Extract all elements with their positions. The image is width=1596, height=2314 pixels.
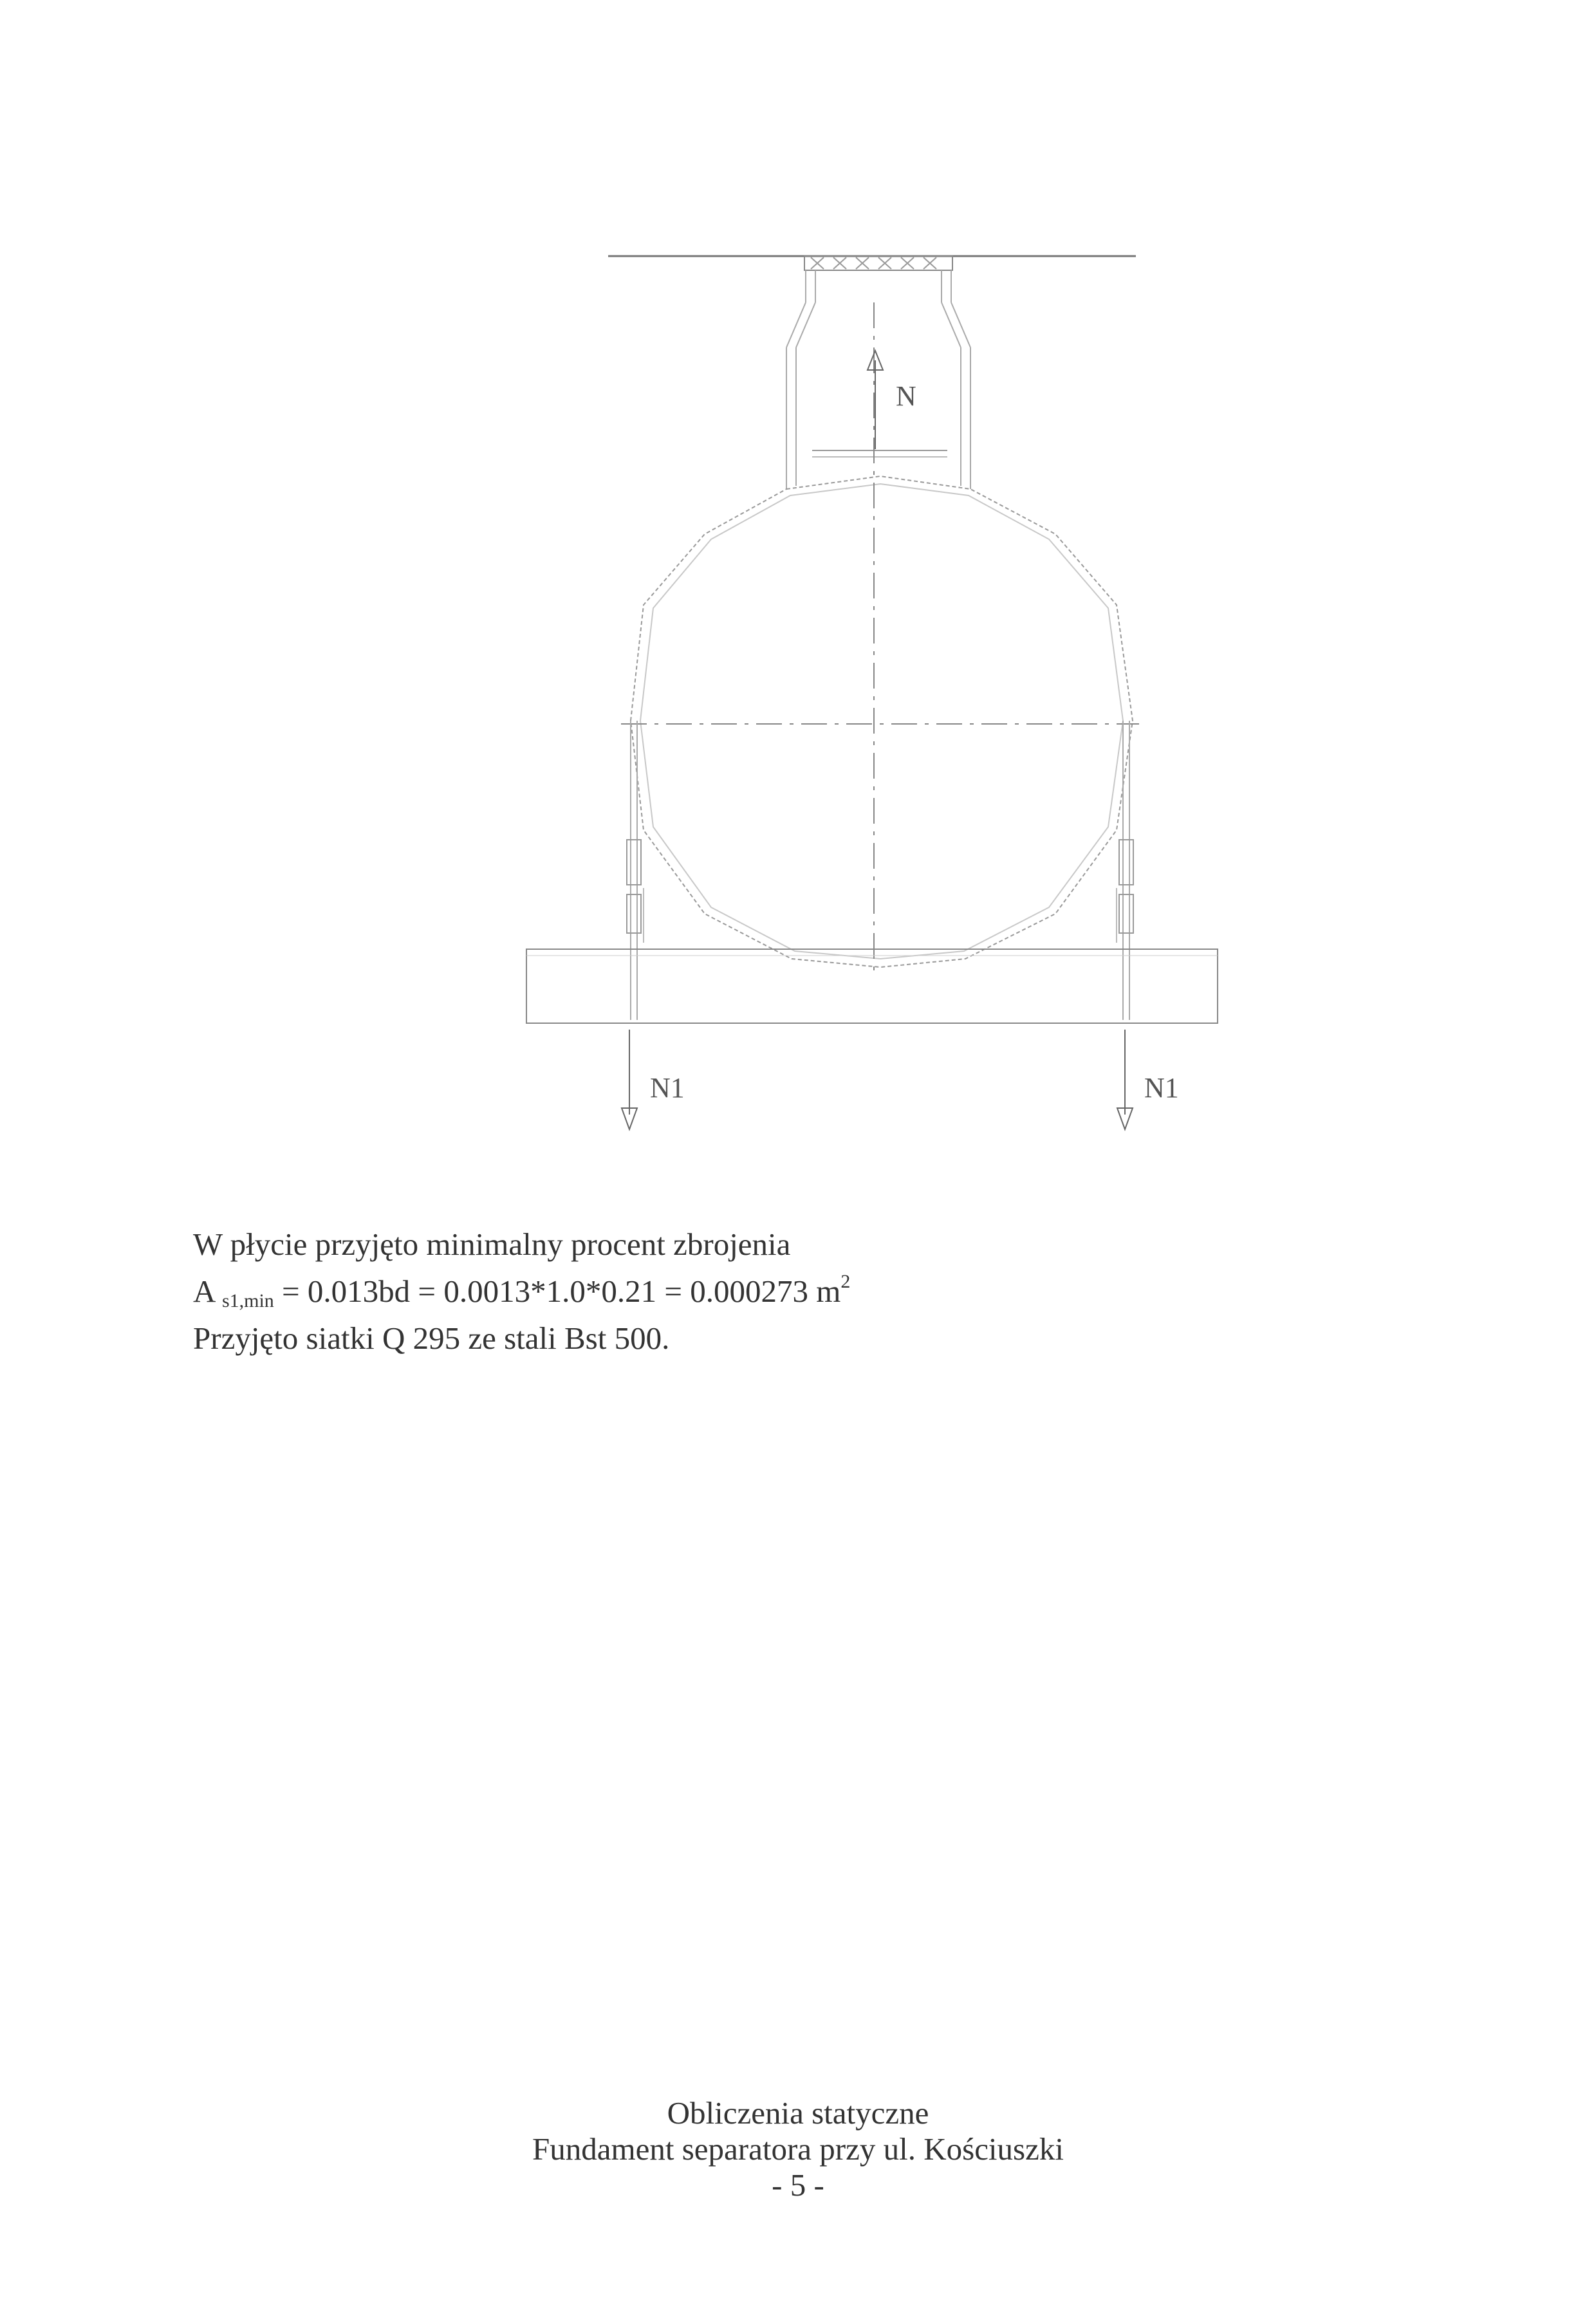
page-footer	[0, 2095, 1596, 2203]
tank-body	[631, 476, 1133, 967]
calculation-text	[193, 1226, 1416, 1357]
anchor-straps	[627, 721, 1133, 1020]
force-n1-right-label: N1	[1144, 1072, 1179, 1104]
force-n-label: N	[896, 380, 916, 412]
cover-hatching	[804, 256, 952, 270]
area-subscript: s1,min	[221, 1290, 274, 1311]
force-n1-right-arrow	[1117, 1030, 1133, 1129]
footer-title: Obliczenia statyczne	[667, 2095, 929, 2131]
force-n1-left-label: N1	[650, 1072, 685, 1104]
text-line-3: Przyjęto siatki Q 295 ze stali Bst 500.	[193, 1320, 670, 1356]
text-line-2-formula	[193, 1263, 1416, 1320]
formula-text: = 0.013bd = 0.0013*1.0*0.21 = 0.000273 m	[274, 1273, 841, 1309]
unit-superscript: 2	[840, 1271, 851, 1292]
footer-subtitle: Fundament separatora przy ul. Kościuszki	[532, 2131, 1064, 2167]
page-number: - 5 -	[772, 2167, 824, 2203]
text-line-1: W płycie przyjęto minimalny procent zbrojenia	[193, 1226, 791, 1262]
manhole-neck	[786, 270, 970, 489]
area-symbol: A	[193, 1273, 214, 1309]
force-n-arrow	[868, 351, 883, 449]
force-n1-left-arrow	[622, 1030, 637, 1129]
